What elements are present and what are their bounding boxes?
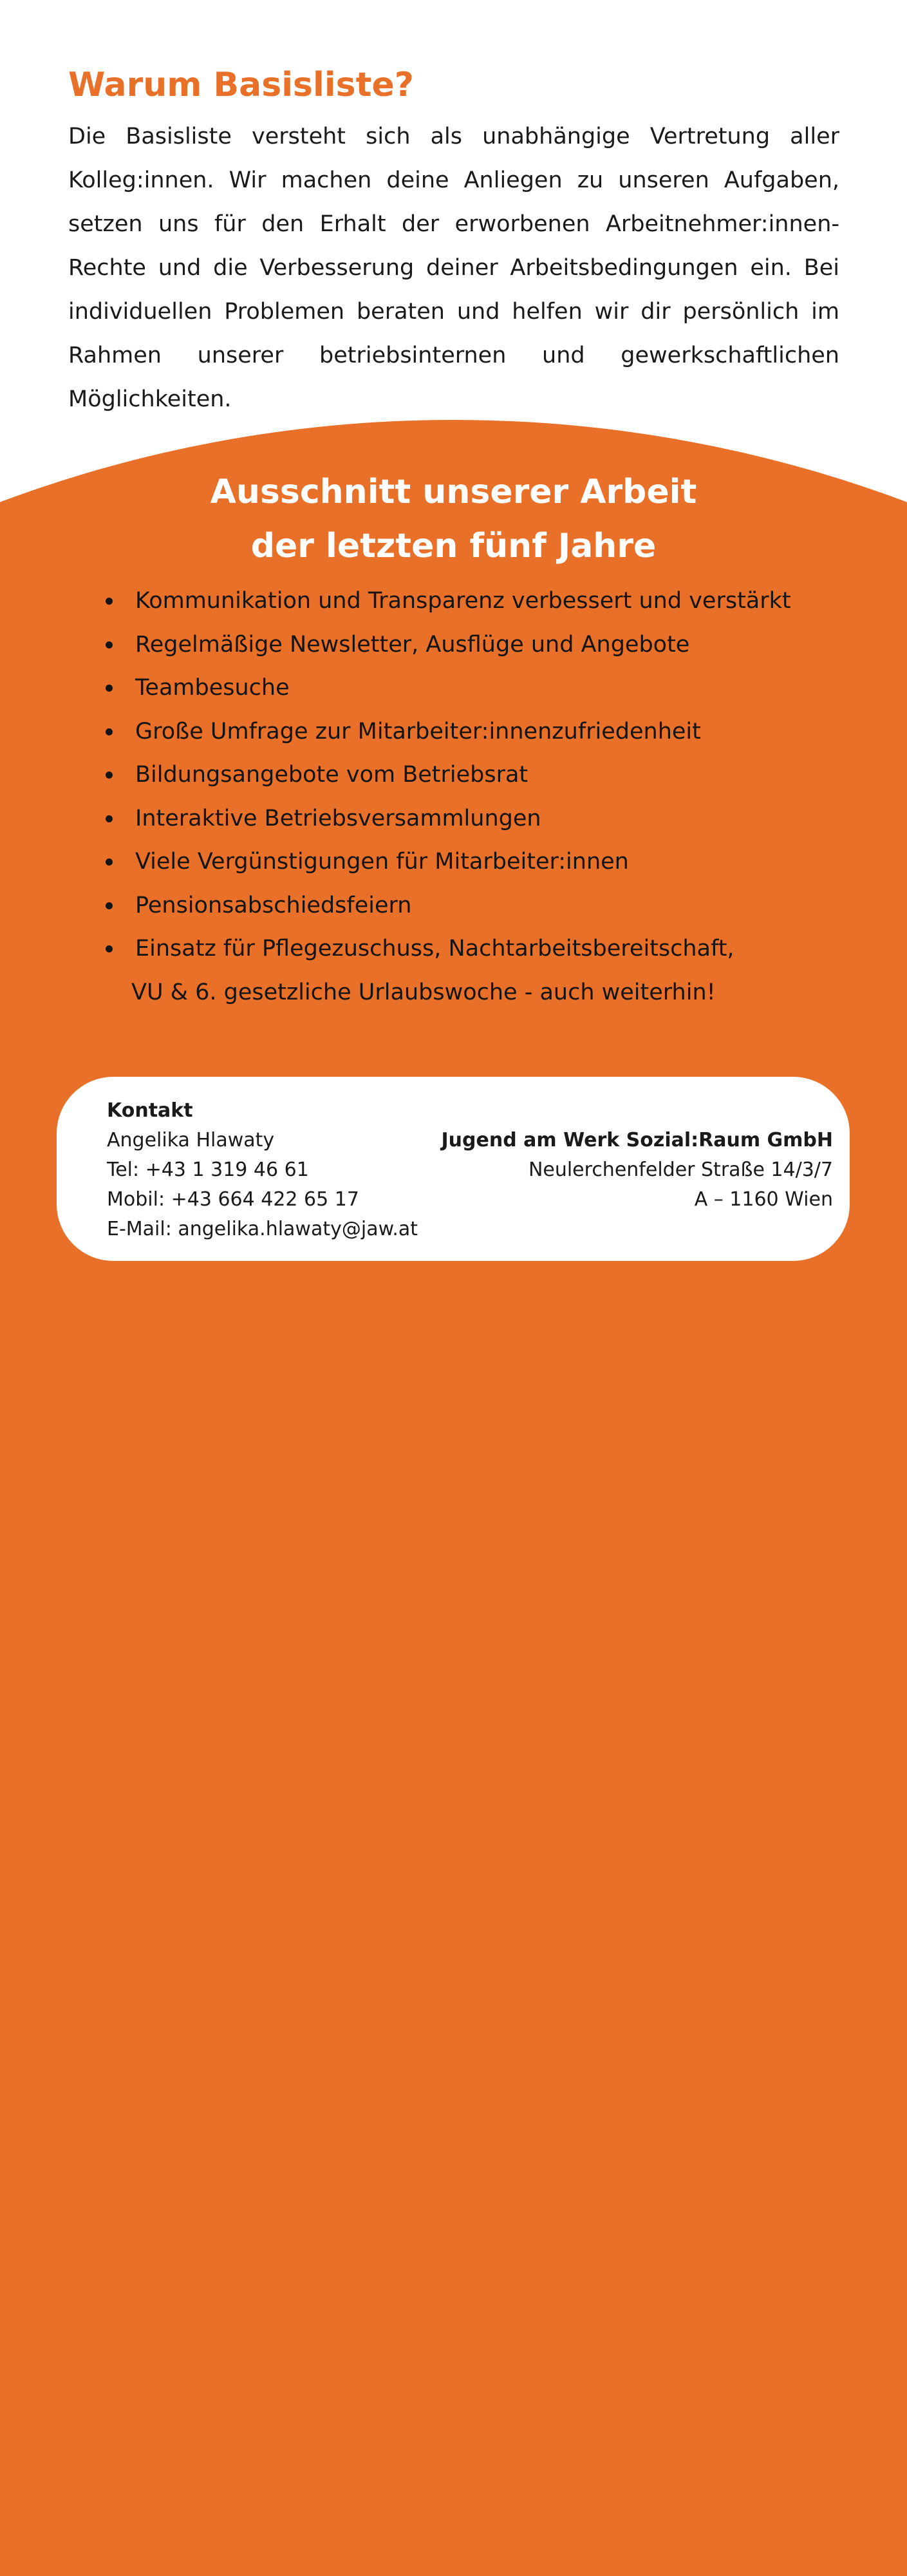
list-item: Interaktive Betriebsversammlungen — [103, 797, 824, 841]
company-name: Jugend am Werk Sozial:Raum GmbH — [441, 1129, 833, 1151]
company-street: Neulerchenfelder Straße 14/3/7 — [528, 1159, 833, 1181]
list-item: Große Umfrage zur Mitarbeiter:innenzufriedenheit — [103, 710, 824, 754]
contact-mobile: Mobil: +43 664 422 65 17 — [107, 1188, 359, 1211]
contact-card — [57, 1077, 850, 1261]
list-item: Viele Vergünstigungen für Mitarbeiter:innen — [103, 840, 824, 884]
intro-section — [68, 62, 839, 421]
intro-title: Warum Basisliste? — [68, 66, 414, 104]
list-item-last — [103, 927, 824, 1014]
work-title-line-2: der letzten fünf Jahre — [250, 527, 657, 565]
contact-heading: Kontakt — [107, 1099, 193, 1122]
work-title-line-1: Ausschnitt unserer Arbeit — [210, 473, 697, 511]
list-item: Pensionsabschiedsfeiern — [103, 884, 824, 928]
list-item-last-line-1: Einsatz für Pflegezuschuss, Nachtarbeitsbereitschaft, — [135, 936, 734, 961]
work-list — [103, 580, 824, 1014]
intro-paragraph: Die Basisliste versteht sich als unabhängige Vertretung aller Kolleg:innen. Wir machen deine Anliegen zu unseren Aufgaben, setzen uns für den Erhalt der erworbenen Arbeitnehmer:innen-Rechte und die Verbesserung deiner Arbeitsbedingungen ein. Bei individuellen Problemen beraten und helfen wir dir persönlich im Rahmen unserer betriebsinternen und gewerkschaftlichen Möglichkeiten. — [68, 124, 839, 412]
list-item: Bildungsangebote vom Betriebsrat — [103, 753, 824, 797]
contact-person — [107, 1096, 418, 1244]
list-item: Regelmäßige Newsletter, Ausflüge und Angebote — [103, 623, 824, 667]
list-item-last-line-2: VU & 6. gesetzliche Urlaubswoche - auch weiterhin! — [131, 979, 716, 1005]
company-address — [442, 1126, 833, 1215]
contact-phone: Tel: +43 1 319 46 61 — [107, 1159, 309, 1181]
contact-email: E-Mail: angelika.hlawaty@jaw.at — [107, 1218, 418, 1240]
list-item: Teambesuche — [103, 667, 824, 710]
work-section-title — [0, 465, 907, 573]
company-city: A – 1160 Wien — [694, 1188, 833, 1211]
contact-name: Angelika Hlawaty — [107, 1129, 275, 1151]
list-item: Kommunikation und Transparenz verbessert und verstärkt — [103, 580, 824, 623]
